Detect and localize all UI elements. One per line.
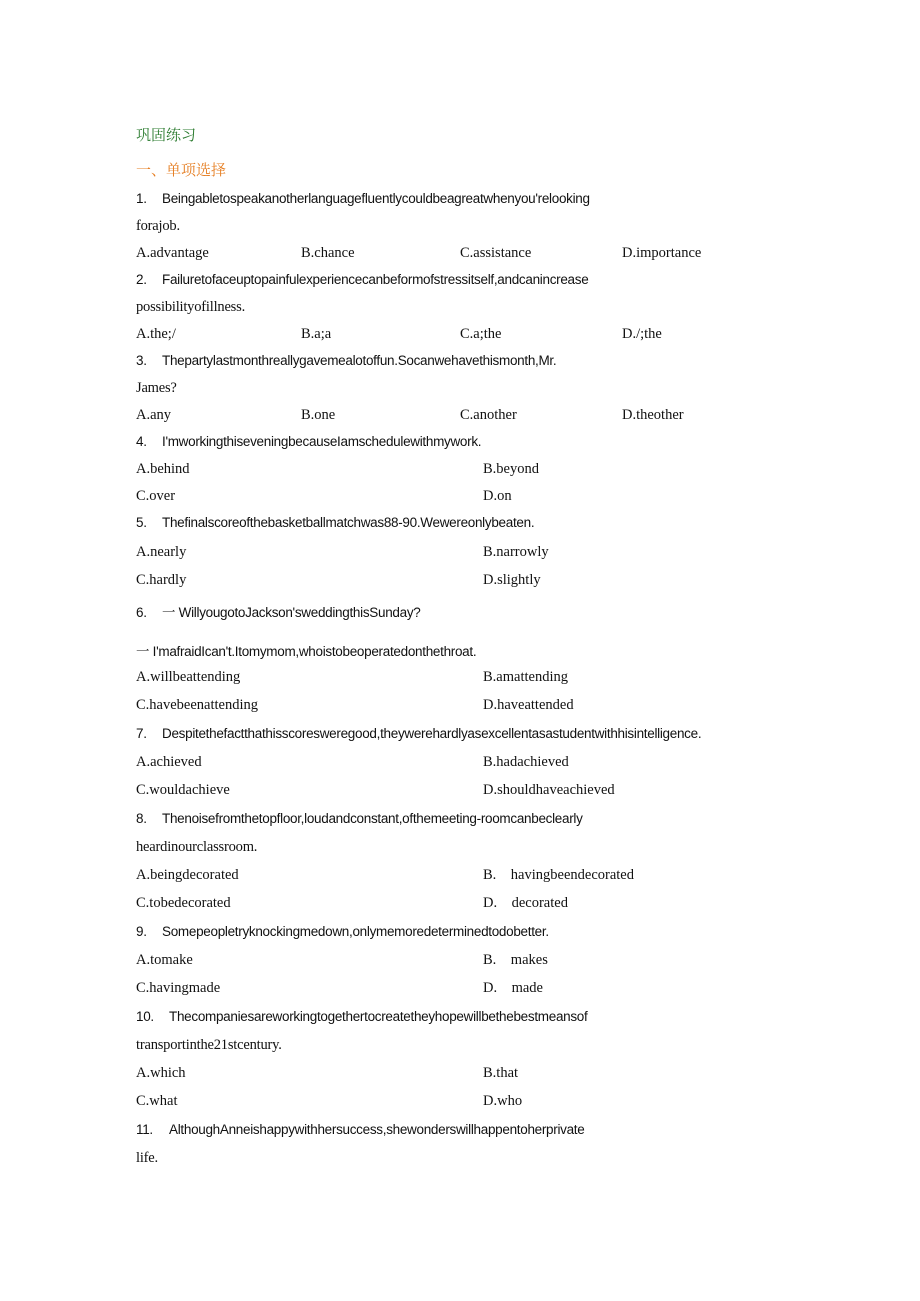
- question-6-option-b: B.amattending: [483, 669, 568, 685]
- question-9-stem: 9. Somepeopletryknockingmedown,onlymemoredeterminedtodobetter.: [136, 924, 549, 939]
- question-6-option-a: A.willbeattending: [136, 669, 241, 685]
- question-4-option-a: A.behind: [136, 461, 190, 477]
- question-10-option-d: D.who: [483, 1093, 523, 1109]
- question-3-stem-cont: James?: [136, 380, 177, 396]
- question-8-option-c: C.tobedecorated: [136, 895, 231, 911]
- question-1-stem: 1. Beingabletospeakanotherlanguagefluentlycouldbeagreatwhenyou'relooking: [136, 191, 590, 206]
- question-4-stem: 4. I'mworkingthiseveningbecauseIamschedulewithmywork.: [136, 434, 482, 449]
- question-10-option-c: C.what: [136, 1093, 178, 1109]
- question-2-option-c: C.a;the: [460, 326, 502, 342]
- section-heading: 一、单项选择: [136, 161, 227, 179]
- question-6-stem: 6. 一 WillyougotoJackson'sweddingthisSunday?: [136, 605, 421, 620]
- question-10-stem: 10. Thecompaniesareworkingtogethertocreatetheyhopewillbethebestmeansof: [136, 1009, 588, 1024]
- question-11-stem-cont: life.: [136, 1150, 158, 1166]
- question-8-option-b: B. havingbeendecorated: [483, 867, 634, 883]
- question-9-option-c: C.havingmade: [136, 980, 221, 996]
- question-5-stem: 5. Thefinalscoreofthebasketballmatchwas88-90.Wewereonlybeaten.: [136, 515, 535, 530]
- question-9-option-a: A.tomake: [136, 952, 193, 968]
- question-5-option-a: A.nearly: [136, 544, 187, 560]
- question-9-option-d: D. made: [483, 980, 543, 996]
- question-3-option-b: B.one: [301, 407, 336, 423]
- question-1-option-a: A.advantage: [136, 245, 209, 261]
- question-10-option-b: B.that: [483, 1065, 519, 1081]
- question-9-option-b: B. makes: [483, 952, 548, 968]
- question-3-stem: 3. Thepartylastmonthreallygavemealotoffun.Socanwehavethismonth,Mr.: [136, 353, 557, 368]
- page-title: 巩固练习: [136, 126, 197, 144]
- question-2-stem: 2. Failuretofaceuptopainfulexperiencecanbeformofstressitself,andcanincrease: [136, 272, 589, 287]
- question-4-option-c: C.over: [136, 488, 176, 504]
- question-4-option-d: D.on: [483, 488, 512, 504]
- question-3-option-a: A.any: [136, 407, 172, 423]
- question-6-option-d: D.haveattended: [483, 697, 574, 713]
- question-7-stem: 7. Despitethefactthathisscoresweregood,theywerehardlyasexcellentasastudentwithhisintelligence.: [136, 726, 702, 741]
- question-7-option-b: B.hadachieved: [483, 754, 569, 770]
- question-10-stem-cont: transportinthe21stcentury.: [136, 1037, 282, 1053]
- question-3-option-d: D.theother: [622, 407, 684, 423]
- question-8-stem: 8. Thenoisefromthetopfloor,loudandconstant,ofthemeeting-roomcanbeclearly: [136, 811, 583, 826]
- question-2-option-d: D./;the: [622, 326, 662, 342]
- question-1-option-d: D.importance: [622, 245, 702, 261]
- question-1-option-c: C.assistance: [460, 245, 532, 261]
- question-2-option-b: B.a;a: [301, 326, 332, 342]
- question-8-option-a: A.beingdecorated: [136, 867, 239, 883]
- question-6-stem-cont: 一 I'mafraidIcan't.Itomymom,whoistobeoperatedonthethroat.: [136, 644, 477, 659]
- question-1-stem-cont: forajob.: [136, 218, 180, 234]
- question-7-option-c: C.wouldachieve: [136, 782, 230, 798]
- question-11-stem: 11. AlthoughAnneishappywithhersuccess,shewonderswillhappentoherprivate: [136, 1122, 585, 1137]
- question-1-option-b: B.chance: [301, 245, 355, 261]
- question-2-option-a: A.the;/: [136, 326, 176, 342]
- question-3-option-c: C.another: [460, 407, 517, 423]
- question-6-option-c: C.havebeenattending: [136, 697, 258, 713]
- question-7-option-a: A.achieved: [136, 754, 202, 770]
- question-5-option-c: C.hardly: [136, 572, 187, 588]
- question-7-option-d: D.shouldhaveachieved: [483, 782, 615, 798]
- question-8-option-d: D. decorated: [483, 895, 568, 911]
- question-4-option-b: B.beyond: [483, 461, 539, 477]
- question-5-option-d: D.slightly: [483, 572, 541, 588]
- question-8-stem-cont: heardinourclassroom.: [136, 839, 258, 855]
- question-10-option-a: A.which: [136, 1065, 186, 1081]
- question-5-option-b: B.narrowly: [483, 544, 549, 560]
- question-2-stem-cont: possibilityofillness.: [136, 299, 245, 315]
